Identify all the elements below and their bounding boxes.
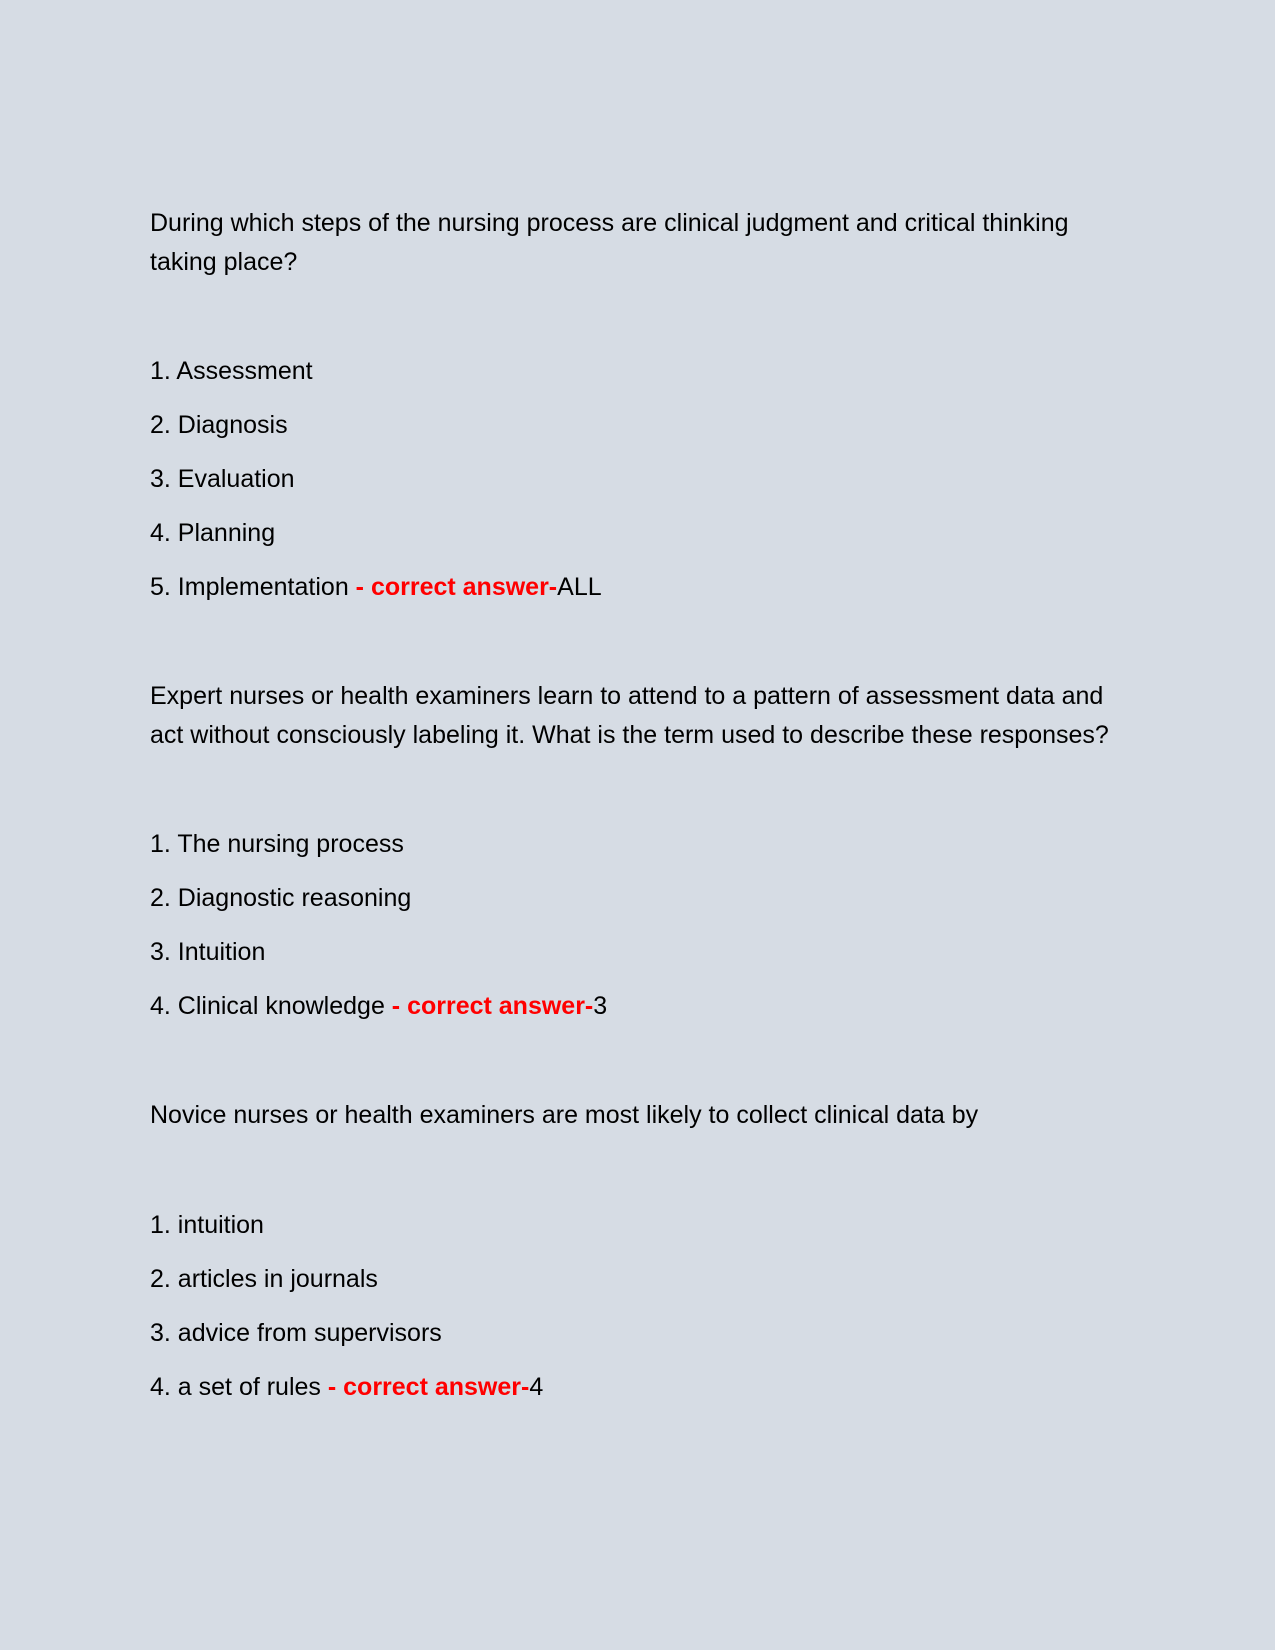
correct-answer-value: 3: [593, 992, 608, 1020]
correct-answer-marker: - correct answer-: [355, 573, 558, 601]
correct-answer-marker: - correct answer-: [327, 1372, 530, 1401]
option-list: [150, 825, 1135, 1025]
option-item: 3. advice from supervisors: [150, 1318, 442, 1347]
option-item: 2. articles in journals: [150, 1264, 378, 1293]
question-block-1: [150, 204, 1135, 606]
option-text: 4. Clinical knowledge: [150, 992, 392, 1020]
option-item-last: [150, 1368, 1135, 1406]
option-item: 2. Diagnosis: [150, 411, 288, 439]
question-block-2: [150, 677, 1135, 1025]
option-item: 4. Planning: [150, 519, 276, 547]
option-item: 3. Evaluation: [150, 465, 295, 493]
question-text: During which steps of the nursing process are clinical judgment and critical thinking taking place?: [150, 209, 1069, 276]
option-item-last: [150, 987, 1135, 1025]
correct-answer-marker: - correct answer-: [391, 992, 594, 1020]
option-item: 1. Assessment: [150, 357, 313, 385]
option-item: 1. intuition: [150, 1210, 264, 1239]
option-item: 2. Diagnostic reasoning: [150, 884, 412, 912]
option-list: [150, 352, 1135, 606]
question-text: Novice nurses or health examiners are most likely to collect clinical data by: [150, 1101, 979, 1129]
option-text: 5. Implementation: [150, 573, 356, 601]
option-list: [150, 1206, 1135, 1406]
option-item: 3. Intuition: [150, 938, 266, 966]
question-block-3: [150, 1096, 1135, 1406]
correct-answer-value: 4: [529, 1372, 544, 1401]
correct-answer-value: ALL: [557, 573, 602, 601]
question-text: Expert nurses or health examiners learn to attend to a pattern of assessment data and act without consciously labeling it. What is the term used to describe these responses?: [150, 682, 1109, 749]
option-item: 1. The nursing process: [150, 830, 404, 858]
option-text: 4. a set of rules: [150, 1372, 328, 1401]
document-body: [150, 204, 1135, 1477]
option-item-last: [150, 568, 1135, 606]
